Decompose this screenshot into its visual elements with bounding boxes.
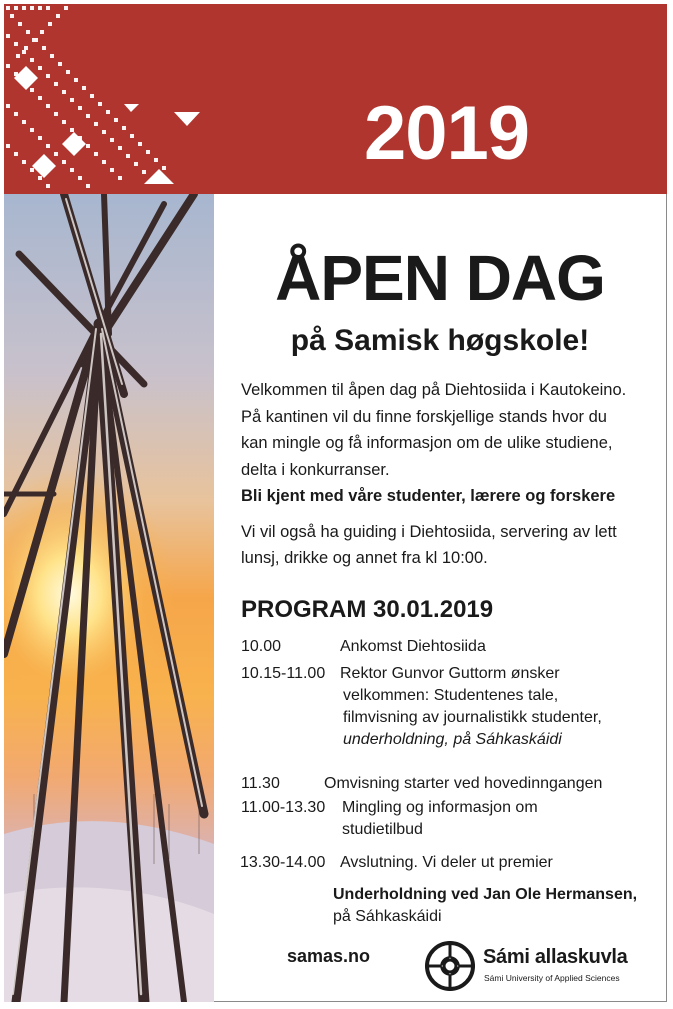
intro-line: kan mingle og få informasjon om de ulike studiene, [241,434,613,452]
sami-allaskuvla-logo-icon [422,938,478,994]
intro-line: delta i konkurranser. [241,460,390,479]
lavvu-sunset-photo [4,194,214,1002]
header-banner [4,4,667,194]
page-title: ÅPEN DAG [275,242,605,314]
intro-line: På kantinen vil du finne forskjellige stands hvor du [241,407,607,426]
intro-bold-line: Bli kjent med våre studenter, lærere og forskere [241,487,616,505]
intro-line: Vi vil også ha guiding i Diehtosiida, servering av lett [241,522,617,541]
closing-bold: Underholdning ved Jan Ole Hermansen, [333,886,638,903]
program-desc: velkommen: Studentenes tale, [343,687,559,704]
program-time: 10.15-11.00 [241,665,326,682]
university-logo [420,938,660,994]
program-desc: Ankomst Diehtosiida [340,638,486,655]
program-title: PROGRAM 30.01.2019 [241,596,494,623]
program-desc: Omvisning starter ved hovedinngangen [324,775,603,792]
logo-subtitle: Sámi University of Applied Sciences [484,973,620,983]
closing-rest: på Sáhkaskáidi [333,908,442,925]
program-desc: Avslutning. Vi deler ut premier [340,854,553,871]
year-label: 2019 [364,91,530,176]
program-desc-italic [343,729,562,751]
program-desc: studietilbud [342,821,423,838]
program-time: 11.00-13.30 [241,799,326,816]
intro-line: lunsj, drikke og annet fra kl 10:00. [241,549,488,567]
website-link[interactable]: samas.no [287,946,371,966]
program-time: 13.30-14.00 [240,854,326,871]
program-desc: Mingling og informasjon om [342,799,538,816]
program-time: 10.00 [241,638,282,655]
program-desc-italic-text: underholdning, på Sáhkaskáidi [343,731,562,748]
logo-name: Sámi allaskuvla [483,946,628,968]
program-time: 11.30 [241,775,280,792]
page-subtitle: på Samisk høgskole! [290,324,590,357]
closing-note [333,884,637,928]
sami-pattern-icon [4,4,204,194]
intro-text [241,377,661,572]
intro-line: Velkommen til åpen dag på Diehtosiida i Kautokeino. [241,381,627,399]
program-desc: Rektor Gunvor Guttorm ønsker [340,665,560,682]
program-desc: filmvisning av journalistikk studenter, [343,709,602,726]
